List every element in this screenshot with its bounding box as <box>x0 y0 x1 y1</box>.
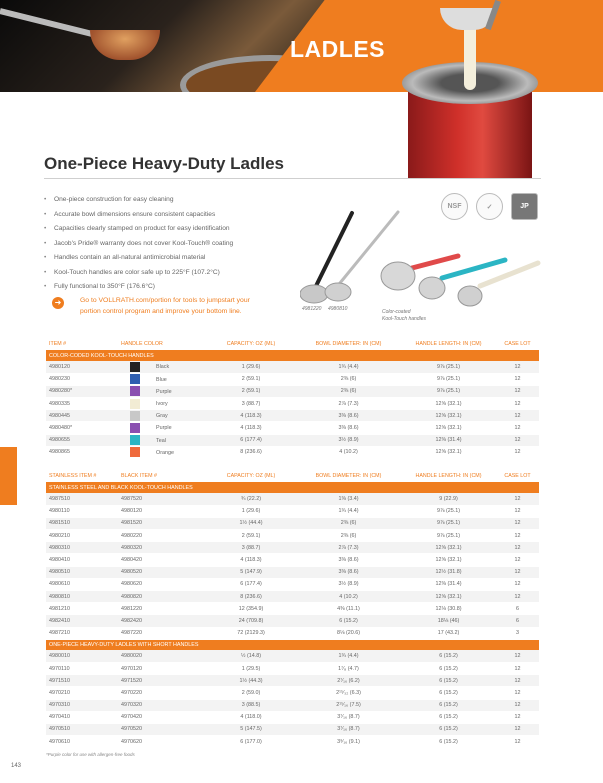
col-header: HANDLE LENGTH: IN (CM) <box>415 473 482 479</box>
table-cell: 12 <box>496 446 539 458</box>
table-cell: 12 <box>496 505 539 517</box>
table-row <box>46 723 539 735</box>
table-cell: 4980320 <box>118 542 206 554</box>
table-cell: 12⅝ (32.1) <box>401 591 496 603</box>
color-swatch <box>130 399 140 409</box>
color-coded-ladle-table <box>46 338 539 459</box>
table-cell: 4987220 <box>118 627 206 639</box>
handle-color-cell <box>118 446 206 458</box>
table-cell: 4980610 <box>46 578 118 590</box>
color-swatch <box>130 435 140 445</box>
product-label-c2: Kool-Touch handles <box>382 316 427 322</box>
table-cell: 2⅞ (7.3) <box>296 398 401 410</box>
table-cell: 12 <box>496 687 539 699</box>
table-row <box>46 493 539 505</box>
table-cell: 2⅞ (7.3) <box>296 542 401 554</box>
col-header: BOWL DIAMETER: IN (CM) <box>315 341 382 347</box>
table-cell: 6 <box>496 603 539 615</box>
table-row <box>46 542 539 554</box>
table-cell: 4970620 <box>118 736 206 748</box>
color-swatch <box>130 374 140 384</box>
table-row <box>46 398 539 410</box>
color-swatch <box>130 423 140 433</box>
table-cell: 12⅝ (32.1) <box>401 542 496 554</box>
table-cell: 4 (118.3) <box>206 554 296 566</box>
table-cell: 12 <box>496 434 539 446</box>
table-cell: 3⁷⁄₁₆ (8.7) <box>296 711 401 723</box>
table-cell: 9⅞ (25.1) <box>401 530 496 542</box>
table-cell: 4980520 <box>118 566 206 578</box>
table-cell: 4970220 <box>118 687 206 699</box>
table-cell: 4980620 <box>118 578 206 590</box>
table-cell: 4981520 <box>118 517 206 529</box>
table-cell: 2 (59.1) <box>206 530 296 542</box>
table-cell: 12⅜ (31.4) <box>401 578 496 590</box>
soup-pot-photo <box>400 0 542 178</box>
table-cell: 4987510 <box>46 493 118 505</box>
table-cell: 3 (88.7) <box>206 398 296 410</box>
table-cell: 9⅞ (25.1) <box>401 373 496 385</box>
table-cell: 9⅞ (25.1) <box>401 517 496 529</box>
band-label: STAINLESS STEEL AND BLACK KOOL-TOUCH HANDLES <box>46 482 539 493</box>
table-cell: 12 <box>496 542 539 554</box>
section-side-tab <box>0 447 17 505</box>
col-header: ITEM # <box>49 341 67 347</box>
table-row <box>46 566 539 578</box>
stainless-ladle-table <box>46 470 539 748</box>
band-label: COLOR-CODED KOOL-TOUCH HANDLES <box>46 350 539 361</box>
product-label-c1: Color-coated <box>382 309 411 315</box>
table-cell: 12 <box>496 723 539 735</box>
table-cell: 4970610 <box>46 736 118 748</box>
table-cell: 4 (118.3) <box>206 410 296 422</box>
table-row <box>46 591 539 603</box>
promo-text[interactable] <box>80 295 310 317</box>
feature-item: • Capacities clearly stamped on product for easy identification <box>44 222 233 237</box>
table-cell: 9⅞ (25.1) <box>401 385 496 397</box>
promo-line-1: Go to VOLLRATH.com/portion for tools to jumpstart your <box>80 297 250 304</box>
table-row <box>46 603 539 615</box>
footnote: *Purple color for use with allergen-free foods <box>46 752 135 757</box>
table-cell: 3⅜ (8.6) <box>296 422 401 434</box>
table-cell: 4980210 <box>46 530 118 542</box>
table-cell: 12 <box>496 699 539 711</box>
table-row <box>46 530 539 542</box>
table-cell: 4980120 <box>46 361 118 373</box>
table-cell: 4980445 <box>46 410 118 422</box>
table-cell: ½ (14.8) <box>206 650 296 662</box>
table-cell: 12⅝ (32.1) <box>401 410 496 422</box>
table-cell: 1½ (44.4) <box>206 517 296 529</box>
table-cell: 6 (177.4) <box>206 578 296 590</box>
color-name: Gray <box>156 413 168 420</box>
table-cell: 1 (29.6) <box>206 361 296 373</box>
soup-stream <box>464 20 476 90</box>
table-cell: 4982420 <box>118 615 206 627</box>
handle-color-cell <box>118 398 206 410</box>
table-cell: 12 <box>496 711 539 723</box>
table-row <box>46 554 539 566</box>
feature-item: • Accurate bowl dimensions ensure consistent capacities <box>44 208 233 223</box>
table-cell: 12 <box>496 736 539 748</box>
table-section-band <box>46 639 539 650</box>
table-cell: 4980110 <box>46 505 118 517</box>
table-row <box>46 615 539 627</box>
col-header: CAPACITY: OZ (ML) <box>226 341 276 347</box>
table-cell: 6 <box>496 615 539 627</box>
table-cell: 12 <box>496 373 539 385</box>
col-header: STAINLESS ITEM # <box>49 473 97 479</box>
col-header: BOWL DIAMETER: IN (CM) <box>315 473 382 479</box>
feature-item: • Handles contain an all-natural antimicrobial material <box>44 251 233 266</box>
table-cell: 3½ (8.9) <box>296 578 401 590</box>
color-name: Blue <box>156 376 167 383</box>
table-row <box>46 422 539 434</box>
handle-color-cell <box>118 434 206 446</box>
table-cell: 1 (29.6) <box>206 505 296 517</box>
table-cell: 1⁷⁄₈ (4.7) <box>296 662 401 674</box>
table-cell: 12 <box>496 385 539 397</box>
col-header: BLACK ITEM # <box>121 473 157 479</box>
table-cell: 12 <box>496 398 539 410</box>
table-cell: 6 (15.2) <box>401 662 496 674</box>
handle-color-cell <box>118 422 206 434</box>
color-swatch <box>130 447 140 457</box>
table-header-row <box>46 338 539 350</box>
table-cell: 3⁹⁄₁₆ (9.1) <box>296 736 401 748</box>
table-cell: 6 (15.2) <box>401 675 496 687</box>
table-cell: 12 <box>496 422 539 434</box>
table-cell: 12⅝ (32.1) <box>401 398 496 410</box>
table-cell: 1½ (44.3) <box>206 675 296 687</box>
color-swatch <box>130 362 140 372</box>
table-row <box>46 361 539 373</box>
table-cell: 4⅜ (11.1) <box>296 603 401 615</box>
table-cell: 24 (709.8) <box>206 615 296 627</box>
table-cell: 4980420 <box>118 554 206 566</box>
table-cell: 4981220 <box>118 603 206 615</box>
table-cell: 4980810 <box>46 591 118 603</box>
handle-color-cell <box>118 410 206 422</box>
title-divider <box>44 178 541 179</box>
nsf-certification-icon: NSF <box>441 193 468 220</box>
table-cell: 12 <box>496 566 539 578</box>
table-cell: 1¾ (4.4) <box>296 505 401 517</box>
table-cell: 3 <box>496 627 539 639</box>
section-title: One-Piece Heavy-Duty Ladles <box>44 154 284 173</box>
table-cell: 4980865 <box>46 446 118 458</box>
table-cell: ¾ (22.2) <box>206 493 296 505</box>
col-header: CASE LOT <box>504 473 531 479</box>
col-header: CASE LOT <box>504 341 531 347</box>
band-label: ONE-PIECE HEAVY-DUTY LADLES WITH SHORT HANDLES <box>46 639 539 650</box>
table-cell: 12⅝ (32.1) <box>401 554 496 566</box>
col-header: CAPACITY: OZ (ML) <box>226 473 276 479</box>
table-cell: 9⅞ (25.1) <box>401 361 496 373</box>
color-name: Orange <box>156 449 174 456</box>
table-cell: 4 (118.3) <box>206 422 296 434</box>
table-cell: 2 (59.1) <box>206 385 296 397</box>
table-cell: 4980310 <box>46 542 118 554</box>
table-cell: 2⁷⁄₁₆ (6.2) <box>296 675 401 687</box>
table-cell: 4970410 <box>46 711 118 723</box>
table-cell: 17 (43.2) <box>401 627 496 639</box>
table-cell: 4970110 <box>46 662 118 674</box>
table-row <box>46 736 539 748</box>
table-cell: 4970420 <box>118 711 206 723</box>
table-row <box>46 385 539 397</box>
table-cell: 4970120 <box>118 662 206 674</box>
color-name: Black <box>156 364 170 371</box>
table-cell: 6 (15.2) <box>401 699 496 711</box>
table-section-band <box>46 350 539 361</box>
table-cell: 2⅜ (6) <box>296 517 401 529</box>
table-cell: 12 <box>496 361 539 373</box>
product-label-a: 4981220 <box>302 306 322 312</box>
promo-line-2: portion control program and improve your bottom line. <box>80 308 242 315</box>
table-cell: 4 (118.0) <box>206 711 296 723</box>
table-cell: 12 <box>496 650 539 662</box>
table-cell: 4971520 <box>118 675 206 687</box>
color-swatch <box>130 386 140 396</box>
table-cell: 6 (15.2) <box>401 650 496 662</box>
table-cell: 2⅜ (6) <box>296 373 401 385</box>
table-cell: 4980335 <box>46 398 118 410</box>
page-number: 143 <box>11 763 22 769</box>
table-row <box>46 662 539 674</box>
table-cell: 3⁷⁄₁₆ (8.7) <box>296 723 401 735</box>
table-cell: 4970210 <box>46 687 118 699</box>
table-cell: 12 <box>496 591 539 603</box>
table-cell: 4 (10.2) <box>296 591 401 603</box>
table-cell: 12 <box>496 517 539 529</box>
table-cell: 2⅜ (6) <box>296 385 401 397</box>
table-cell: 4970510 <box>46 723 118 735</box>
table-cell: 4970320 <box>118 699 206 711</box>
table-row <box>46 517 539 529</box>
table-cell: 2¹⁵⁄₃₂ (6.3) <box>296 687 401 699</box>
table-cell: 3 (88.5) <box>206 699 296 711</box>
table-cell: 6 (15.2) <box>401 687 496 699</box>
table-cell: 4980655 <box>46 434 118 446</box>
table-cell: 12⅛ (30.8) <box>401 603 496 615</box>
table-cell: 4982410 <box>46 615 118 627</box>
table-cell: 4980410 <box>46 554 118 566</box>
table-cell: 4980220 <box>118 530 206 542</box>
table-cell: 18⅛ (46) <box>401 615 496 627</box>
table-row <box>46 446 539 458</box>
table-section-band <box>46 482 539 493</box>
table-cell: 9⅞ (25.1) <box>401 505 496 517</box>
table-cell: 2⅜ (6) <box>296 530 401 542</box>
table-cell: 12⅝ (32.1) <box>401 446 496 458</box>
table-cell: 4987520 <box>118 493 206 505</box>
table-cell: 4980120 <box>118 505 206 517</box>
table-row <box>46 627 539 639</box>
table-cell: 6 (177.4) <box>206 434 296 446</box>
table-cell: 1 (29.5) <box>206 662 296 674</box>
table-cell: 4980820 <box>118 591 206 603</box>
table-cell: 1¾ (4.4) <box>296 650 401 662</box>
table-cell: 4971510 <box>46 675 118 687</box>
feature-item: • Kool-Touch handles are color safe up to 225°F (107.2°C) <box>44 266 233 281</box>
table-cell: 4980230 <box>46 373 118 385</box>
table-row <box>46 711 539 723</box>
table-cell: 3⅜ (8.6) <box>296 566 401 578</box>
table-row <box>46 505 539 517</box>
color-name: Ivory <box>156 401 168 408</box>
table-row <box>46 434 539 446</box>
table-cell: 12⅝ (32.1) <box>401 422 496 434</box>
col-header: HANDLE LENGTH: IN (CM) <box>415 341 482 347</box>
table-cell: 72 (2129.3) <box>206 627 296 639</box>
table-row <box>46 373 539 385</box>
table-cell: 5 (147.5) <box>206 723 296 735</box>
table-row <box>46 578 539 590</box>
table-cell: 5 (147.9) <box>206 566 296 578</box>
table-cell: 3⅜ (8.6) <box>296 410 401 422</box>
table-cell: 3 (88.7) <box>206 542 296 554</box>
handle-color-cell <box>118 373 206 385</box>
product-label-b: 4980810 <box>328 306 348 312</box>
table-cell: 8 (236.6) <box>206 591 296 603</box>
table-cell: 4980480* <box>46 422 118 434</box>
table-cell: 8⅛ (20.6) <box>296 627 401 639</box>
feature-item: • One-piece construction for easy cleaning <box>44 193 233 208</box>
feature-item: • Fully functional to 350°F (176.6°C) <box>44 280 233 295</box>
table-cell: 12 <box>496 493 539 505</box>
feature-item: • Jacob's Pride® warranty does not cover Kool-Touch® coating <box>44 237 233 252</box>
color-name: Purple <box>156 388 172 395</box>
antimicrobial-leaf-icon: ✓ <box>476 193 503 220</box>
color-swatch <box>130 411 140 421</box>
ladle-product-photos <box>300 208 545 318</box>
table-cell: 12 <box>496 530 539 542</box>
table-cell: 4980280* <box>46 385 118 397</box>
table-cell: 12 <box>496 662 539 674</box>
handle-color-cell <box>118 361 206 373</box>
table-cell: 8 (236.6) <box>206 446 296 458</box>
table-cell: 4980010 <box>46 650 118 662</box>
table-row <box>46 699 539 711</box>
col-header: HANDLE COLOR <box>121 341 163 347</box>
table-cell: 6 (15.2) <box>401 711 496 723</box>
table-cell: 6 (177.0) <box>206 736 296 748</box>
table-row <box>46 410 539 422</box>
table-header-row <box>46 470 539 482</box>
table-cell: 6 (15.2) <box>401 723 496 735</box>
table-cell: 3½ (8.9) <box>296 434 401 446</box>
table-cell: 4981210 <box>46 603 118 615</box>
table-cell: 4970520 <box>118 723 206 735</box>
table-cell: 1¾ (4.4) <box>296 361 401 373</box>
table-row <box>46 650 539 662</box>
table-cell: 9 (22.9) <box>401 493 496 505</box>
table-cell: 4 (10.2) <box>296 446 401 458</box>
table-cell: 2¹⁵⁄₁₆ (7.5) <box>296 699 401 711</box>
table-cell: 2 (59.1) <box>206 373 296 385</box>
table-cell: 6 (15.2) <box>401 736 496 748</box>
jacobs-pride-icon: JP <box>511 193 538 220</box>
table-cell: 12 <box>496 554 539 566</box>
table-cell: 6 (15.2) <box>296 615 401 627</box>
table-cell: 12 <box>496 675 539 687</box>
feature-list <box>44 193 233 295</box>
table-cell: 4980510 <box>46 566 118 578</box>
table-cell: 1⅜ (3.4) <box>296 493 401 505</box>
table-row <box>46 675 539 687</box>
table-cell: 4981510 <box>46 517 118 529</box>
page-title: LADLES <box>290 36 385 62</box>
table-cell: 12½ (31.8) <box>401 566 496 578</box>
table-row <box>46 687 539 699</box>
ladle-stainless-handle <box>325 212 398 301</box>
color-name: Purple <box>156 425 172 432</box>
arrow-right-icon: ➜ <box>52 297 64 309</box>
table-cell: 12 (354.9) <box>206 603 296 615</box>
table-cell: 12 <box>496 578 539 590</box>
table-cell: 4980020 <box>118 650 206 662</box>
table-cell: 2 (59.0) <box>206 687 296 699</box>
table-cell: 4970310 <box>46 699 118 711</box>
handle-color-cell <box>118 385 206 397</box>
table-cell: 3⅜ (8.6) <box>296 554 401 566</box>
table-cell: 12⅜ (31.4) <box>401 434 496 446</box>
ladle-bowl-graphic <box>90 30 160 60</box>
table-cell: 4987210 <box>46 627 118 639</box>
table-cell: 12 <box>496 410 539 422</box>
color-name: Teal <box>156 437 166 444</box>
